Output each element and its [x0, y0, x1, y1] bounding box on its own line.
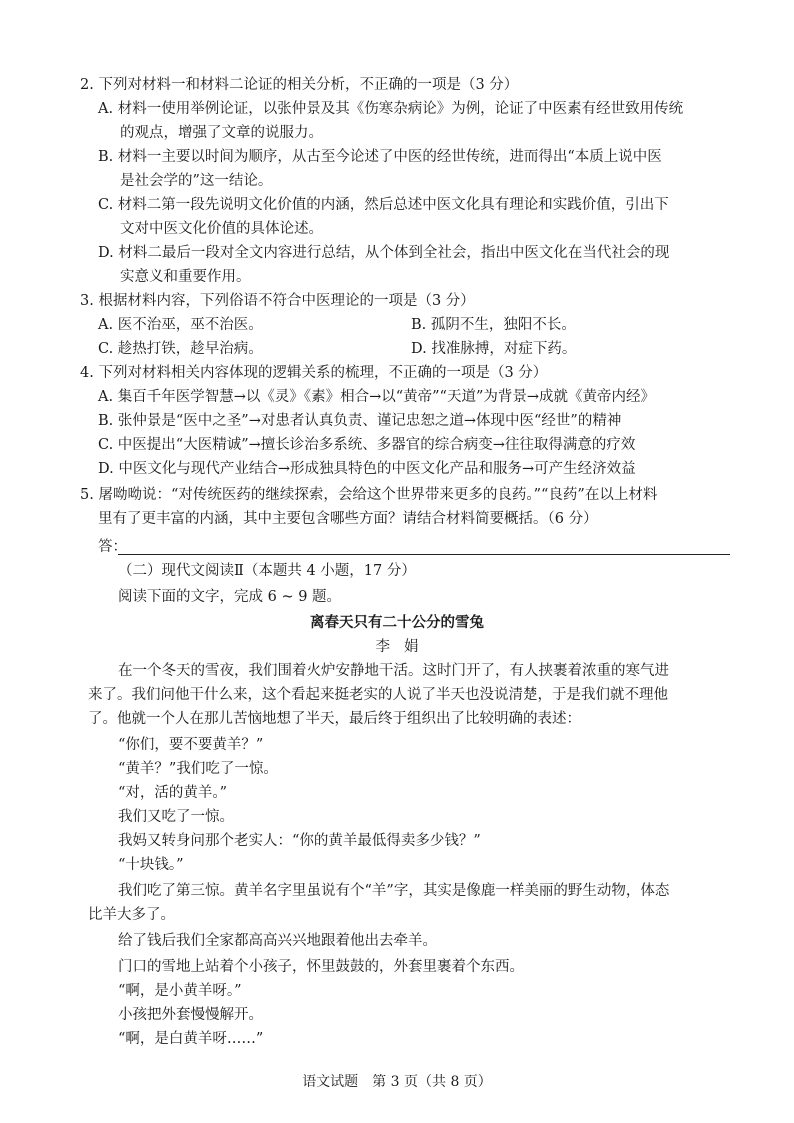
q3-stem: 3. 根据材料内容，下列俗语不符合中医理论的一项是（3 分）	[80, 293, 475, 309]
q2-stem: 2. 下列对材料一和材料二论证的相关分析，不正确的一项是（3 分）	[80, 77, 519, 93]
paragraph: 门口的雪地上站着个小孩子，怀里鼓鼓的，外套里裹着个东西。	[118, 959, 524, 975]
article-title: 离春天只有二十公分的雪兔	[310, 615, 484, 631]
answer-line	[118, 554, 730, 555]
q2-option-d-cont: 实意义和重要作用。	[120, 269, 251, 285]
q2-option-a-cont: 的观点，增强了文章的说服力。	[120, 125, 323, 141]
page-footer: 语文试题 第 3 页（共 8 页）	[302, 1074, 492, 1090]
q2-option-a: A. 材料一使用举例论证，以张仲景及其《伤寒杂病论》为例，论证了中医素有经世致用传统	[98, 101, 684, 117]
q2-option-c-cont: 文对中医文化价值的具体论述。	[120, 221, 323, 237]
q3-option-c: C. 趁热打铁，趁早治病。	[98, 341, 263, 357]
paragraph: “啊，是白黄羊呀……”	[118, 1031, 264, 1047]
q4-option-a: A. 集百千年医学智慧→以《灵》《素》相合→以“黄帝”“天道”为背景→成就《黄帝内经》	[98, 389, 656, 405]
q2-option-b-cont: 是社会学的”这一结论。	[120, 173, 273, 189]
q3-option-b: B. 孤阴不生，独阳不长。	[411, 317, 576, 333]
q5-answer-label: 答：	[98, 539, 127, 555]
paragraph: “对，活的黄羊。”	[118, 785, 228, 801]
paragraph-cont: 比羊大多了。	[88, 907, 175, 923]
paragraph: “你们，要不要黄羊？”	[118, 737, 264, 753]
paragraph: “十块钱。”	[118, 857, 184, 873]
q2-option-d: D. 材料二最后一段对全文内容进行总结，从个体到全社会，指出中医文化在当代社会的现	[98, 245, 670, 261]
q4-option-b: B. 张仲景是“医中之圣”→对患者认真负责、谨记忠恕之道→体现中医“经世”的精神	[98, 413, 622, 429]
q4-stem: 4. 下列对材料相关内容体现的逻辑关系的梳理，不正确的一项是（3 分）	[80, 365, 548, 381]
q3-option-d: D. 找准脉搏，对症下药。	[411, 341, 577, 357]
q4-option-c: C. 中医提出“大医精诚”→擅长诊治多系统、多器官的综合病变→往往取得满意的疗效	[98, 437, 636, 453]
q4-option-d: D. 中医文化与现代产业结合→形成独具特色的中医文化产品和服务→可产生经济效益	[98, 461, 636, 477]
paragraph-cont: 来了。我们问他干什么来，这个看起来挺老实的人说了半天也没说清楚，于是我们就不理他	[88, 687, 668, 703]
paragraph: 我妈又转身问那个老实人：“你的黄羊最低得卖多少钱？”	[118, 833, 481, 849]
q5-stem-cont: 里有了更丰富的内涵，其中主要包含哪些方面？请结合材料简要概括。（6 分）	[98, 511, 598, 527]
paragraph: “啊，是小黄羊呀。”	[118, 983, 242, 999]
article-author: 李娟	[375, 639, 433, 655]
paragraph: 我们又吃了一惊。	[118, 809, 234, 825]
paragraph: 我们吃了第三惊。黄羊名字里虽说有个“羊”字，其实是像鹿一样美丽的野生动物，体态	[118, 883, 670, 899]
paragraph: 小孩把外套慢慢解开。	[118, 1007, 263, 1023]
paragraph: 在一个冬天的雪夜，我们围着火炉安静地干活。这时门开了，有人挟裹着浓重的寒气进	[118, 663, 669, 679]
q2-option-c: C. 材料二第一段先说明文化价值的内涵，然后总述中医文化具有理论和实践价值，引出下	[98, 197, 669, 213]
paragraph-cont: 了。他就一个人在那儿苦恼地想了半天，最后终于组织出了比较明确的表述：	[88, 711, 581, 727]
q2-option-b: B. 材料一主要以时间为顺序，从古至今论述了中医的经世传统，进而得出“本质上说中医	[98, 149, 662, 165]
section-instruction: 阅读下面的文字，完成 6 ~ 9 题。	[118, 589, 342, 605]
section-heading: （二）现代文阅读Ⅱ（本题共 4 小题，17 分）	[118, 563, 416, 579]
q5-stem: 5. 屠呦呦说：“对传统医药的继续探索，会给这个世界带来更多的良药。”“良药”在以上材料	[80, 487, 658, 503]
paragraph: “黄羊？”我们吃了一惊。	[118, 761, 278, 777]
paragraph: 给了钱后我们全家都高高兴兴地跟着他出去牵羊。	[118, 933, 437, 949]
q3-option-a: A. 医不治巫，巫不治医。	[98, 317, 263, 333]
